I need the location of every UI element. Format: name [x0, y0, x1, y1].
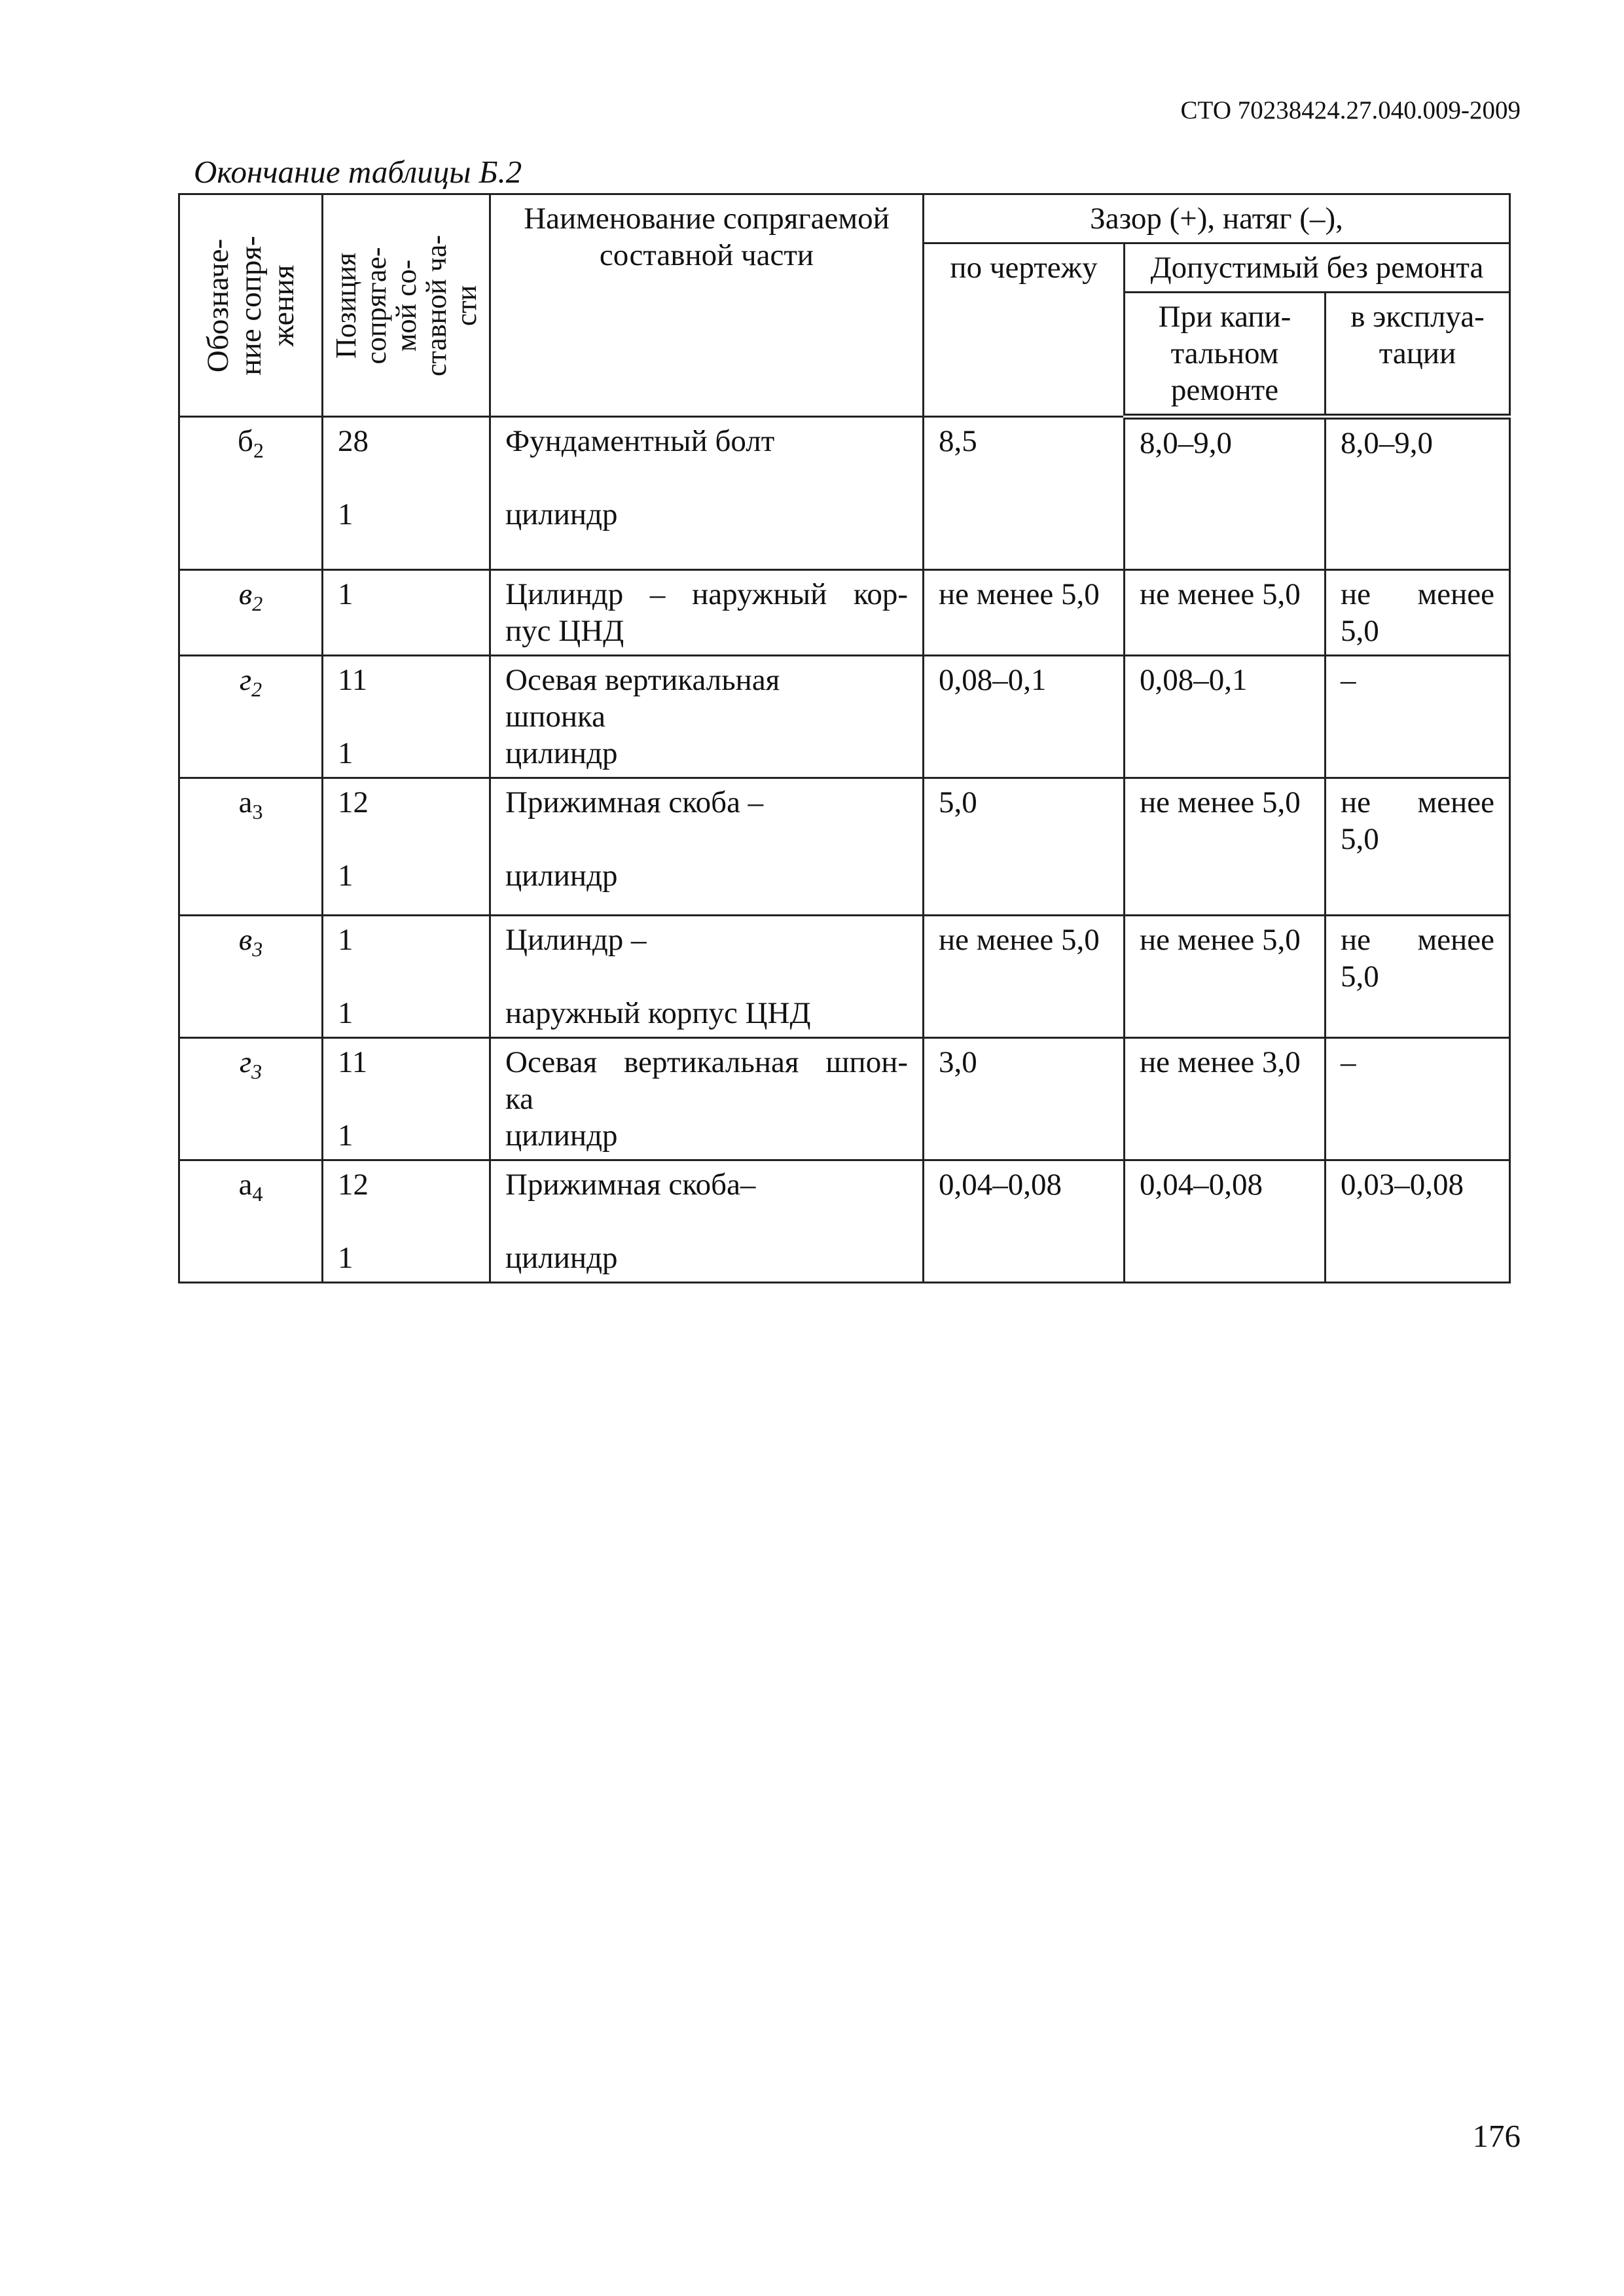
- capital-repair-cell: не менее 5,0: [1125, 916, 1326, 1038]
- position-cell: 11 1: [323, 656, 490, 778]
- by-drawing-cell: не менее 5,0: [924, 570, 1125, 656]
- table-row: [179, 778, 1510, 916]
- by-drawing-cell: 0,08–0,1: [924, 656, 1125, 778]
- by-drawing-cell: 5,0: [924, 778, 1125, 916]
- operation-cell: 8,0–9,0: [1326, 417, 1510, 570]
- header-clearance-group: Зазор (+), натяг (–),: [924, 194, 1510, 243]
- capital-repair-cell: не менее 5,0: [1125, 778, 1326, 916]
- by-drawing-cell: 3,0: [924, 1038, 1125, 1160]
- position-cell: 1: [323, 570, 490, 656]
- by-drawing-cell: 8,5: [924, 417, 1125, 570]
- joint-mark: $б_2$: [179, 417, 323, 570]
- operation-cell: 0,03–0,08: [1326, 1160, 1510, 1283]
- joint-mark: $г_3$: [179, 1038, 323, 1160]
- operation-cell: –: [1326, 1038, 1510, 1160]
- table-caption: Окончание таблицы Б.2: [194, 154, 522, 190]
- by-drawing-cell: не менее 5,0: [924, 916, 1125, 1038]
- part-name-cell: Осевая вертикальная шпонка цилиндр: [490, 656, 924, 778]
- position-cell: 12 1: [323, 778, 490, 916]
- table-row: [179, 656, 1510, 778]
- position-cell: 12 1: [323, 1160, 490, 1283]
- position-cell: 1 1: [323, 916, 490, 1038]
- page-number: 176: [1472, 2118, 1521, 2154]
- capital-repair-cell: не менее 5,0: [1125, 570, 1326, 656]
- header-designation: Обозначе- ние сопря- жения: [179, 194, 323, 417]
- capital-repair-cell: 8,0–9,0: [1125, 417, 1326, 570]
- operation-cell: –: [1326, 656, 1510, 778]
- header-capital-repair: При капи-тальном ремонте: [1125, 293, 1326, 417]
- table-row: [179, 1160, 1510, 1283]
- header-part-name: Наименование сопрягаемой составной части: [490, 194, 924, 417]
- by-drawing-cell: 0,04–0,08: [924, 1160, 1125, 1283]
- joint-mark: $в_3$: [179, 916, 323, 1038]
- document-code: СТО 70238424.27.040.009-2009: [1180, 96, 1521, 124]
- joint-mark: $а_3$: [179, 778, 323, 916]
- operation-cell: не менее 5,0: [1326, 778, 1510, 916]
- part-name-cell: Цилиндр – наружный корпус ЦНД: [490, 916, 924, 1038]
- header-allowed-group: Допустимый без ремонта: [1125, 243, 1510, 293]
- table-row: [179, 916, 1510, 1038]
- table-row: [179, 570, 1510, 656]
- position-cell: 11 1: [323, 1038, 490, 1160]
- header-position: Позиция сопрягае- мой со- ставной ча- сти: [323, 194, 490, 417]
- part-name-cell: Осевая вертикальная шпон- ка цилиндр: [490, 1038, 924, 1160]
- operation-cell: не менее 5,0: [1326, 916, 1510, 1038]
- joint-mark: $в_2$: [179, 570, 323, 656]
- part-name-cell: Фундаментный болт цилиндр: [490, 417, 924, 570]
- operation-cell: не менее 5,0: [1326, 570, 1510, 656]
- joint-mark: $а_4$: [179, 1160, 323, 1283]
- joint-mark: $г_2$: [179, 656, 323, 778]
- part-name-cell: Цилиндр – наружный кор- пус ЦНД: [490, 570, 924, 656]
- position-cell: 28 1: [323, 417, 490, 570]
- part-name-cell: Прижимная скоба – цилиндр: [490, 778, 924, 916]
- part-name-cell: Прижимная скоба– цилиндр: [490, 1160, 924, 1283]
- table-row: [179, 417, 1510, 570]
- header-by-drawing: по чертежу: [924, 243, 1125, 417]
- capital-repair-cell: не менее 3,0: [1125, 1038, 1326, 1160]
- table-row: [179, 1038, 1510, 1160]
- spec-table: [178, 193, 1511, 1283]
- header-operation: в эксплуа-тации: [1326, 293, 1510, 417]
- capital-repair-cell: 0,04–0,08: [1125, 1160, 1326, 1283]
- capital-repair-cell: 0,08–0,1: [1125, 656, 1326, 778]
